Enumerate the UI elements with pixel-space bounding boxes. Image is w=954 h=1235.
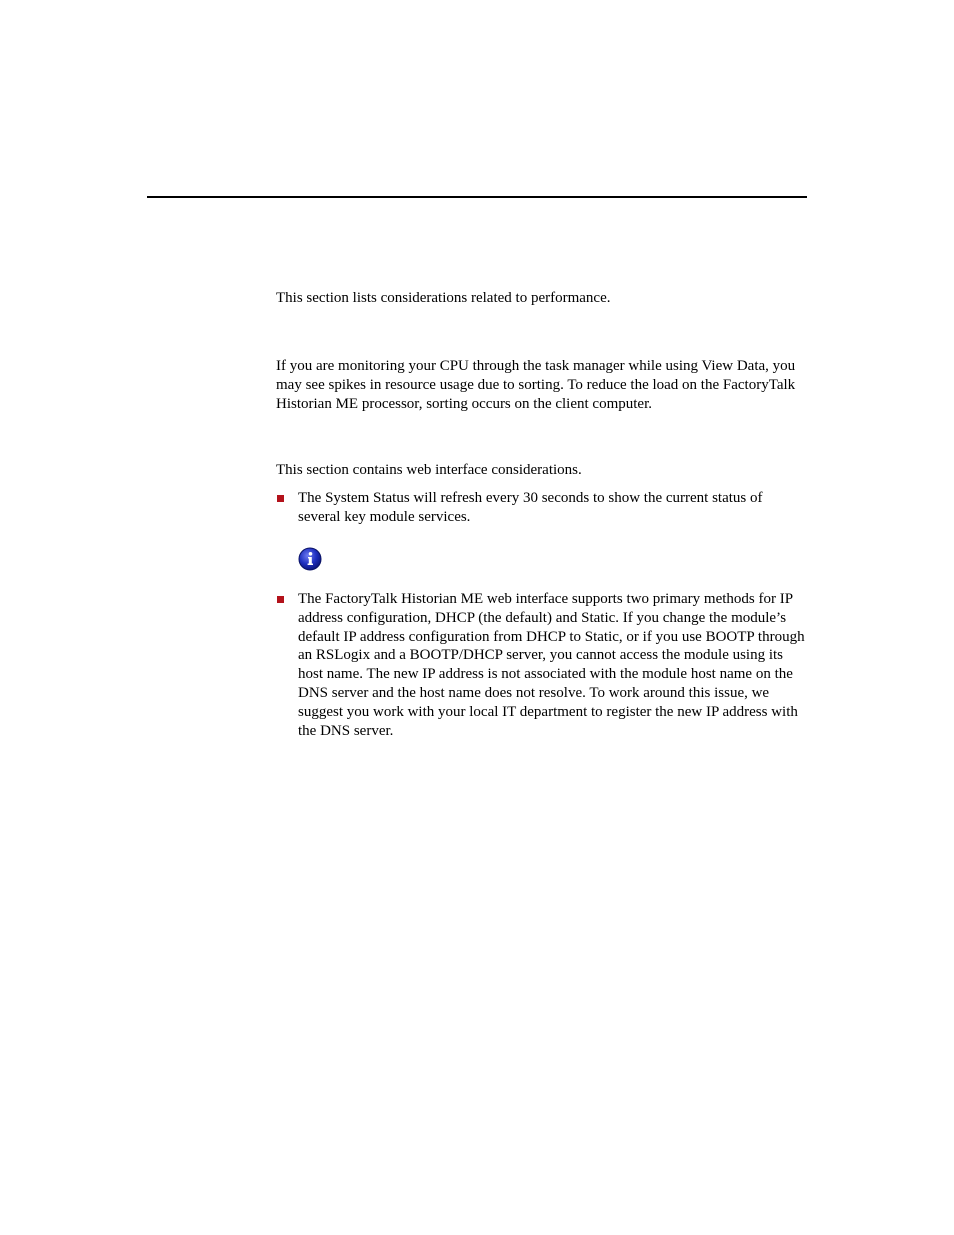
performance-intro: This section lists considerations related to performance. <box>276 290 611 306</box>
info-icon <box>298 547 322 571</box>
web-interface-intro: This section contains web interface considerations. <box>276 462 582 478</box>
bullet-marker <box>277 596 284 603</box>
system-status-bullet-text: The System Status will refresh every 30 seconds to show the current status of several key module services. <box>298 490 763 525</box>
view-data-paragraph: If you are monitoring your CPU through the task manager while using View Data, you may see spikes in resource usage due to sorting. To reduce the load on the FactoryTalk Historian ME processor, sorting occurs on the client computer. <box>276 358 796 412</box>
list-item <box>276 590 808 740</box>
ip-configuration-bullet-text: The FactoryTalk Historian ME web interface supports two primary methods for IP address configuration, DHCP (the default) and Static. If you change the module’s default IP address configuration from DHCP to Static, or if you use BOOTP through an RSLogix and a BOOTP/DHCP server, you cannot access the module using its host name. The new IP address is not associated with the module host name on the DNS server and the host name does not resolve. To work around this issue, we suggest you work with your local IT department to register the new IP address with the DNS server. <box>298 591 805 739</box>
header-rule <box>147 196 807 198</box>
bullet-marker <box>277 495 284 502</box>
list-item <box>276 489 808 527</box>
